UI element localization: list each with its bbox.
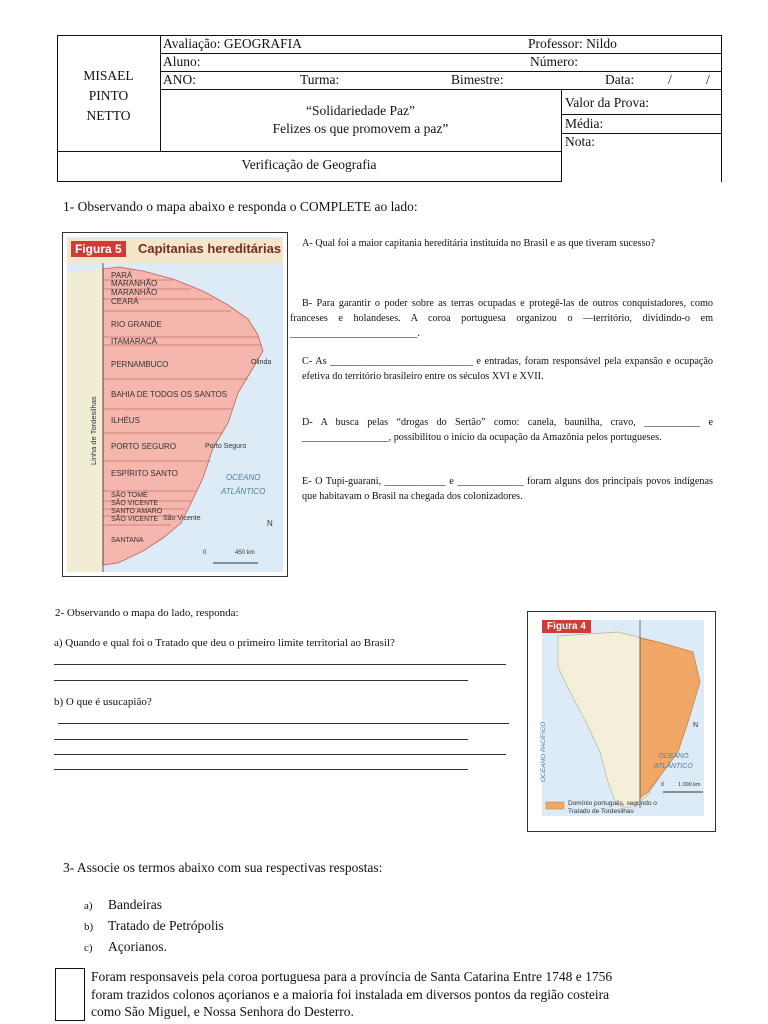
answer-line[interactable] <box>54 769 468 770</box>
capitania-label: SANTANA <box>111 537 144 544</box>
capitania-label: SÃO VICENTE <box>111 516 159 523</box>
capitania-label: SANTO AMARO <box>111 508 163 515</box>
bimestre-label: Bimestre: <box>451 72 504 87</box>
q3-option-b: b) Tratado de Petrópolis <box>84 918 224 933</box>
q3-statement: Foram responsaveis pela coroa portuguesa para a província de Santa Catarina Entre 1748 e 1756 foram trazidos colonos açorianos e a maioria foi instalada em diversos pontos da região costeira como São Miguel, e Nossa Senhora do Desterro. <box>91 969 613 1019</box>
north-arrow-icon: N <box>693 722 699 729</box>
data-separator: / <box>668 72 672 87</box>
capitania-label: SÃO TOMÉ <box>111 492 148 499</box>
q1-item-a: A- Qual foi a maior capitania hereditária instituída no Brasil e as que tiveram sucesso? <box>302 238 656 249</box>
capitania-label: CEARÁ <box>111 297 139 306</box>
place-label: Porto Seguro <box>205 443 247 450</box>
figure-5-label: Figura 5 <box>71 241 126 257</box>
scale-start: 0 <box>661 782 665 788</box>
capitania-label: SÃO VICENTE <box>111 500 159 507</box>
scale-end: 450 km <box>235 550 255 556</box>
capitania-label: MARANHÃO <box>111 288 158 297</box>
question-2-title: 2- Observando o mapa do lado, responda: <box>55 607 239 619</box>
media-label: Média: <box>565 116 604 131</box>
q3-option-a: a) Bandeiras <box>84 897 162 912</box>
ocean-label: OCEANO ATLÂNTICO <box>221 473 266 496</box>
answer-line[interactable] <box>54 680 468 681</box>
q1-item-e: E- O Tupi-guarani, ____________ e _____________ foram alguns dos principais povos indígenas que habitavam o Brasil na chegada dos colonizadores. <box>302 476 713 502</box>
numero-label: Número: <box>530 54 578 69</box>
answer-line[interactable] <box>58 723 509 724</box>
figure-4-label: Figura 4 <box>542 620 591 633</box>
atlantic-ocean-label: OCEANO ATLÂNTICO <box>654 753 693 770</box>
figure-4-legend: Domínio português, segundo o Tratado de Tordesilhas <box>568 800 657 815</box>
answer-line[interactable] <box>54 754 506 755</box>
figure-5-capitanias-map <box>62 232 288 577</box>
verificacao-title: Verificação de Geografia <box>241 157 377 172</box>
capitania-label: PERNAMBUCO <box>111 360 169 369</box>
valor-prova-label: Valor da Prova: <box>565 95 649 110</box>
capitania-label: PARÁ <box>111 271 133 280</box>
q1-item-b: B- Para garantir o poder sobre as terras ocupadas e protegê-las de outros conquistadores, como franceses e holandeses. A coroa portuguesa organizou o —território, dividindo-o em _________________________. <box>290 298 713 339</box>
professor-label: Professor: Nildo <box>528 36 617 51</box>
pacific-ocean-label: OCEANO PACÍFICO <box>540 721 547 782</box>
avaliacao-label: Avaliação: GEOGRAFIA <box>163 36 302 51</box>
answer-line[interactable] <box>54 664 506 665</box>
q3-option-c: c) Açorianos. <box>84 939 167 954</box>
question-1-title: 1- Observando o mapa abaixo e responda o COMPLETE ao lado: <box>63 199 418 214</box>
capitania-label: MARANHÃO <box>111 279 158 288</box>
q1-item-d: D- A busca pelas “drogas do Sertão” como: canela, baunilha, cravo, ___________ e _________________, possibilitou o início da ocupação da Amazônia pelos portugueses. <box>302 417 713 443</box>
nota-label: Nota: <box>565 134 595 149</box>
answer-line[interactable] <box>54 739 468 740</box>
capitania-label: ITAMARACÁ <box>111 337 158 346</box>
q2-item-b: b) O que é usucapião? <box>54 696 152 708</box>
capitania-label: PORTO SEGURO <box>111 442 177 451</box>
question-3-title: 3- Associe os termos abaixo com sua respectivas respostas: <box>63 860 383 875</box>
ano-label: ANO: <box>163 72 196 87</box>
capitania-label: ILHÉUS <box>111 416 140 425</box>
aluno-label: Aluno: <box>163 54 201 69</box>
q3-options-list <box>84 895 224 958</box>
north-arrow-icon: N <box>267 519 273 528</box>
capitania-label: ESPÍRITO SANTO <box>111 469 178 478</box>
capitania-label: RIO GRANDE <box>111 320 162 329</box>
place-label: Olinda <box>251 359 272 366</box>
figure-4-tordesilhas-map <box>527 611 716 832</box>
tordesilhas-line-label: Linha de Tordesilhas <box>89 396 98 465</box>
q1-item-c: C- As ____________________________ e entradas, foram responsável pela expansão e ocupação efetiva do território brasileiro entre os séculos XVI e XVII. <box>302 356 713 382</box>
motto: “Solidariedade Paz” Felizes os que promovem a paz” <box>272 103 449 136</box>
data-label: Data: <box>605 72 635 87</box>
answer-box[interactable] <box>55 968 85 1021</box>
capitania-label: BAHIA DE TODOS OS SANTOS <box>111 390 228 399</box>
turma-label: Turma: <box>300 72 340 87</box>
school-name: MISAEL PINTO NETTO <box>83 68 134 123</box>
data-separator: / <box>706 72 710 87</box>
q2-item-a: a) Quando e qual foi o Tratado que deu o primeiro limite territorial ao Brasil? <box>54 637 395 649</box>
scale-end: 1 000 km <box>678 782 701 788</box>
place-label: São Vicente <box>163 515 201 522</box>
scale-start: 0 <box>203 550 207 556</box>
figure-5-title: Capitanias hereditárias <box>138 241 282 256</box>
